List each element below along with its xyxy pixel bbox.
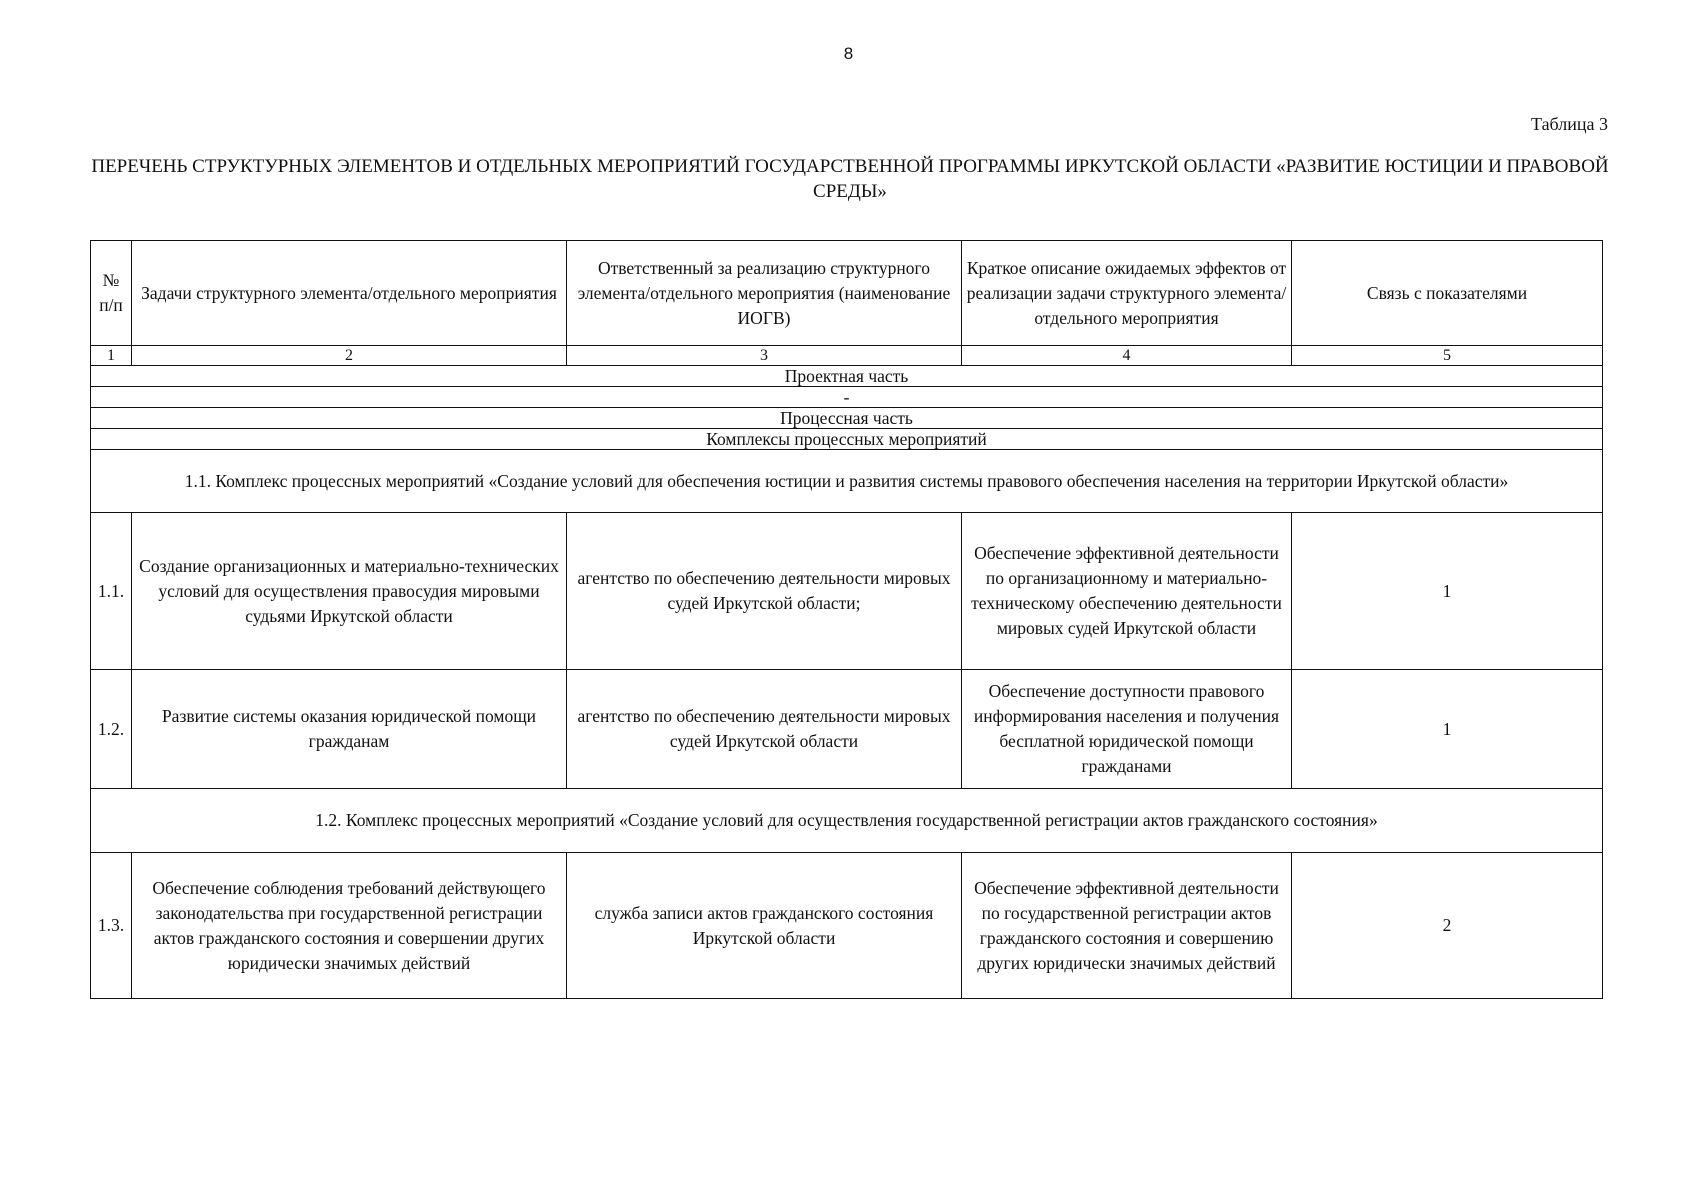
column-number: 2 [132,346,567,366]
row-task: Обеспечение соблюдения требований действующего законодательства при государственной регистрации актов гражданского состояния и совершении других юридически значимых действий [132,853,567,999]
row-responsible: агентство по обеспечению деятельности мировых судей Иркутской области [567,670,962,789]
row-responsible: агентство по обеспечению деятельности мировых судей Иркутской области; [567,513,962,670]
header-indicator: Связь с показателями [1292,241,1603,346]
header-number: № п/п [91,241,132,346]
complex-1-2-heading: 1.2. Комплекс процессных мероприятий «Создание условий для осуществления государственной регистрации актов гражданского состояния» [91,789,1603,853]
row-number: 1.3. [91,853,132,999]
column-number: 4 [962,346,1292,366]
row-task: Развитие системы оказания юридической помощи гражданам [132,670,567,789]
row-indicator: 1 [1292,513,1603,670]
row-task: Создание организационных и материально-технических условий для осуществления правосудия мировыми судьями Иркутской области [132,513,567,670]
complexes-heading: Комплексы процессных мероприятий [91,429,1603,450]
project-part-heading: Проектная часть [91,366,1603,387]
group-row [91,450,1603,513]
row-responsible: служба записи актов гражданского состояния Иркутской области [567,853,962,999]
section-row [91,387,1603,408]
column-number: 3 [567,346,962,366]
section-row [91,408,1603,429]
table-header-row [91,241,1603,346]
group-row [91,789,1603,853]
structural-elements-table [90,240,1603,999]
table-label: Таблица 3 [1531,114,1608,134]
row-number: 1.2. [91,670,132,789]
process-part-heading: Процессная часть [91,408,1603,429]
complex-1-1-heading: 1.1. Комплекс процессных мероприятий «Создание условий для обеспечения юстиции и развития системы правового обеспечения населения на территории Иркутской области» [91,450,1603,513]
header-effect: Краткое описание ожидаемых эффектов от реализации задачи структурного элемента/отдельного мероприятия [962,241,1292,346]
row-effect: Обеспечение доступности правового информирования населения и получения бесплатной юридической помощи гражданами [962,670,1292,789]
column-number: 5 [1292,346,1603,366]
table-row [91,670,1603,789]
row-indicator: 2 [1292,853,1603,999]
row-effect: Обеспечение эффективной деятельности по организационному и материально-техническому обеспечению деятельности мировых судей Иркутской области [962,513,1292,670]
section-row [91,429,1603,450]
section-row [91,366,1603,387]
page-number: 8 [843,44,854,63]
header-responsible: Ответственный за реализацию структурного элемента/отдельного мероприятия (наименование ИОГВ) [567,241,962,346]
header-task: Задачи структурного элемента/отдельного мероприятия [132,241,567,346]
table-row [91,513,1603,670]
row-indicator: 1 [1292,670,1603,789]
column-numbers-row [91,346,1603,366]
row-effect: Обеспечение эффективной деятельности по государственной регистрации актов гражданского состояния и совершению других юридически значимых действий [962,853,1292,999]
document-title: ПЕРЕЧЕНЬ СТРУКТУРНЫХ ЭЛЕМЕНТОВ И ОТДЕЛЬНЫХ МЕРОПРИЯТИЙ ГОСУДАРСТВЕННОЙ ПРОГРАММЫ ИРКУТСКОЙ ОБЛАСТИ «РАЗВИТИЕ ЮСТИЦИИ И ПРАВОВОЙ СРЕДЫ» [91,156,1609,202]
row-number: 1.1. [91,513,132,670]
project-part-empty: - [91,387,1603,408]
column-number: 1 [91,346,132,366]
table-row [91,853,1603,999]
